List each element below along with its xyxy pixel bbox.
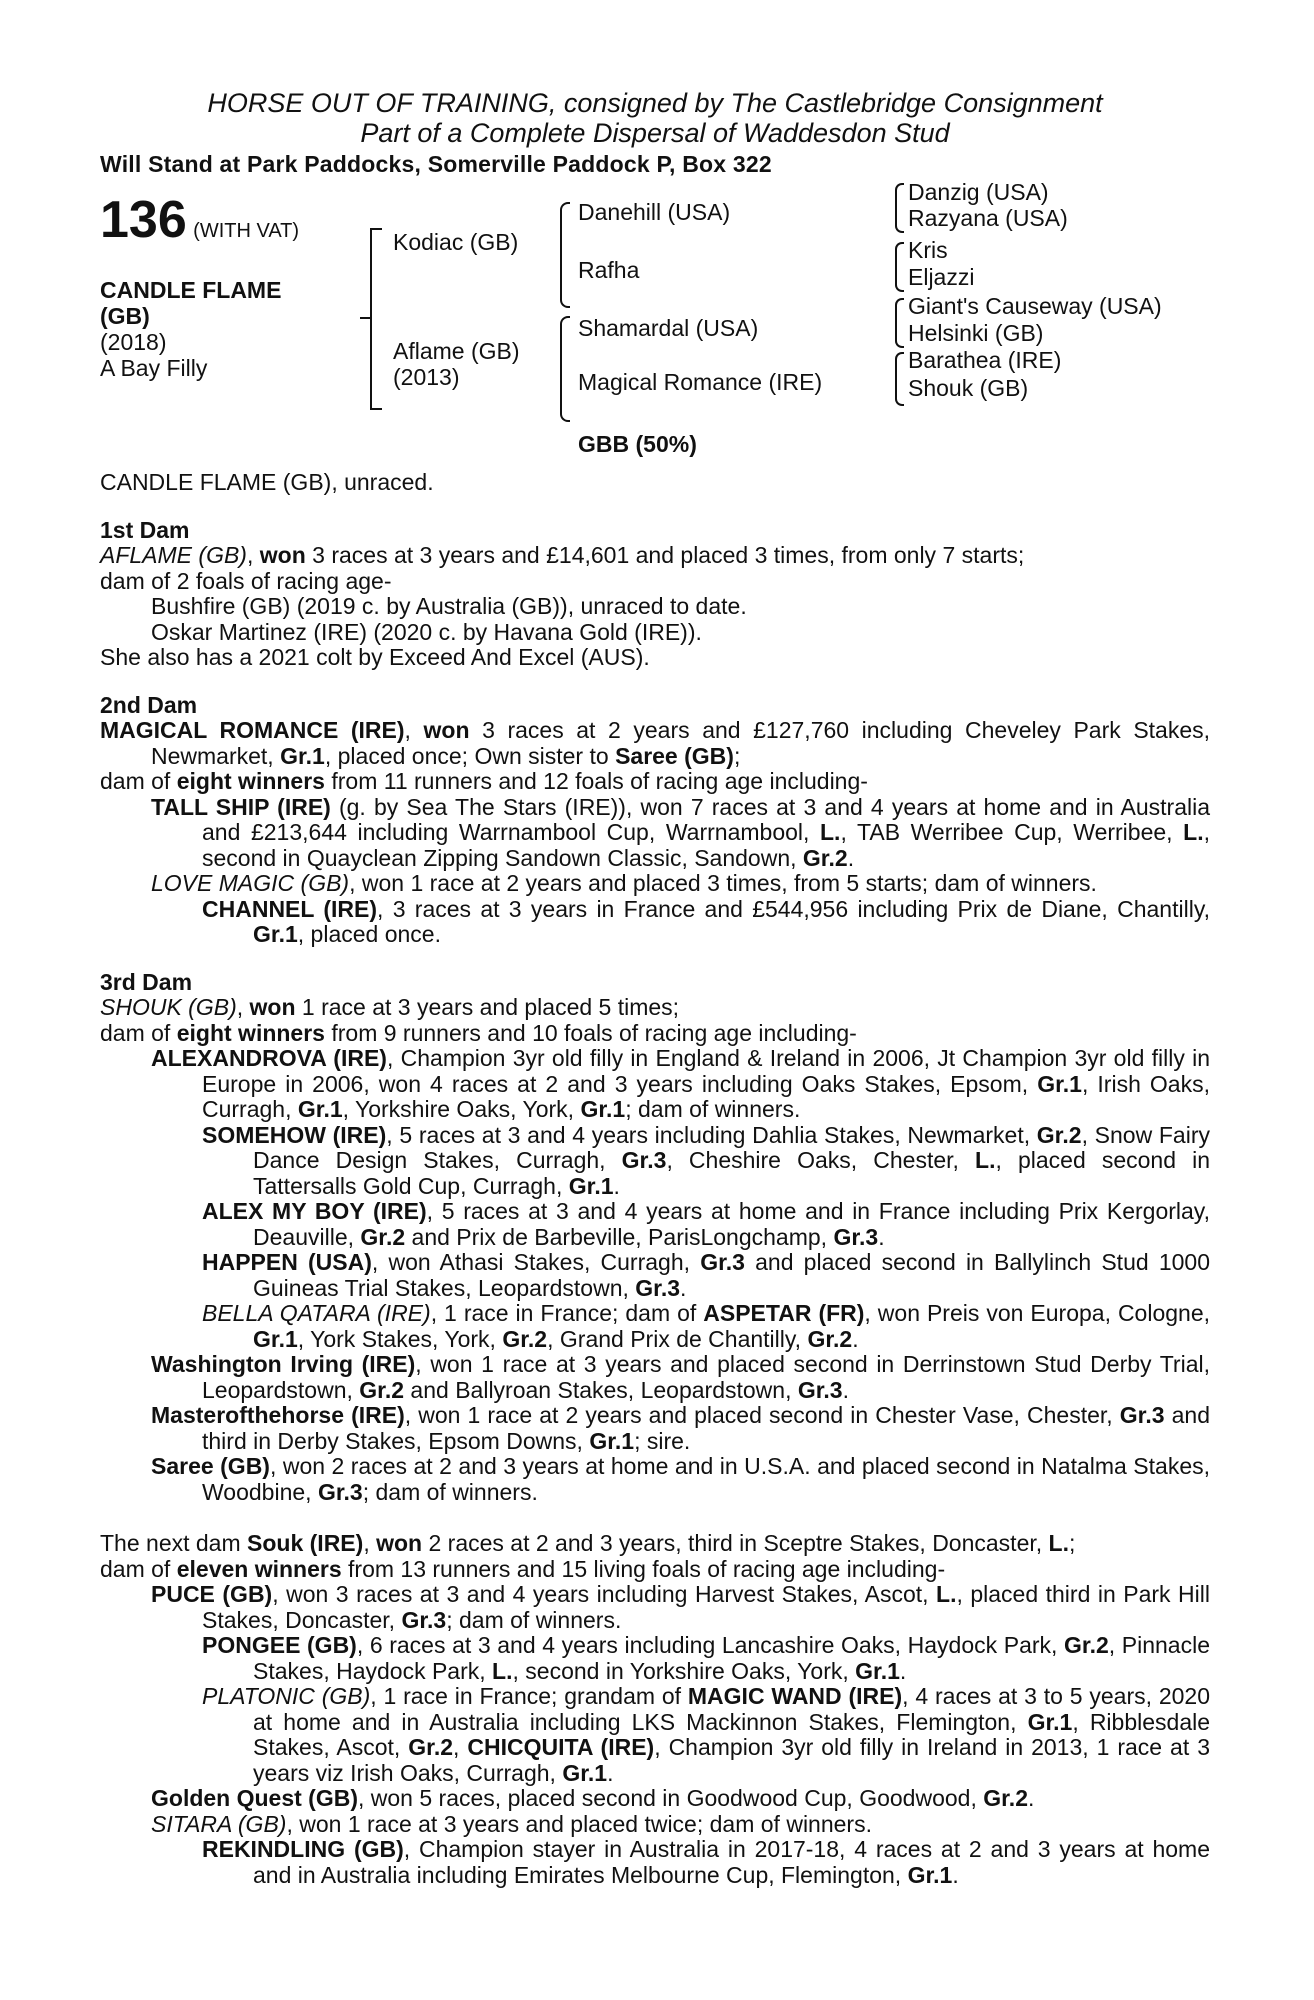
produce-entry <box>100 897 1210 948</box>
runner-name: PUCE (GB) <box>151 1581 273 1607</box>
t: , second in Yorkshire Oaks, York, <box>512 1657 856 1684</box>
grade: L. <box>492 1657 513 1684</box>
dam-sire: Shamardal (USA) <box>578 315 759 341</box>
runner-name: Golden Quest (GB) <box>151 1785 358 1811</box>
t: , York Stakes, York, <box>297 1325 503 1352</box>
race-record-summary: CANDLE FLAME (GB), unraced. <box>100 469 434 495</box>
runner-name: SITARA (GB) <box>151 1810 287 1837</box>
grade: Gr.2 <box>359 1376 405 1403</box>
runner-name: SOMEHOW (IRE) <box>202 1121 387 1148</box>
dsd: Helsinki (GB) <box>908 320 1044 346</box>
grade: Gr.3 <box>700 1249 745 1275</box>
next-dam-produce <box>100 1557 1210 1583</box>
grade: Gr.1 <box>1027 1708 1073 1735</box>
bracket-point <box>360 317 370 319</box>
produce-entry <box>100 1199 1210 1250</box>
grade: Gr.1 <box>297 1096 343 1122</box>
sire-sire: Danehill (USA) <box>578 199 731 225</box>
t: and third in Derby Stakes, Epsom Downs, <box>202 1402 1210 1454</box>
second-dam-produce <box>100 769 1210 795</box>
t: and Ballyroan Stakes, Leopardstown, <box>404 1376 798 1403</box>
grade: Gr.1 <box>562 1759 608 1786</box>
t: . <box>952 1861 959 1888</box>
grade: L. <box>936 1581 957 1607</box>
ss-bracket-top <box>560 202 570 256</box>
produce-entry <box>100 871 1210 897</box>
t: , Grand Prix de Chantilly, <box>547 1325 808 1352</box>
t: , won 2 races at 2 and 3 years at home and in U.S.A. and placed second in Natalma Stakes, Woodbine, <box>202 1453 1211 1505</box>
grade: Gr.3 <box>797 1376 843 1403</box>
winners-count: eight winners <box>176 768 325 794</box>
runner-name: PLATONIC (GB) <box>202 1683 371 1709</box>
runner-name: LOVE MAGIC (GB) <box>151 870 350 896</box>
runner-name: Saree (GB) <box>615 742 734 769</box>
t: 1 race at 3 years and placed 5 times; <box>295 994 680 1020</box>
runner-name: SHOUK (GB) <box>100 994 237 1020</box>
gbb-rating: GBB (50%) <box>578 431 697 457</box>
consignor-line: HORSE OUT OF TRAINING, consigned by The Castlebridge Consignment <box>207 88 1103 118</box>
produce-entry <box>100 1786 1210 1812</box>
t: , won 1 race at 3 years and placed twice; dam of winners. <box>286 1810 872 1837</box>
second-dam-title: 2nd Dam <box>100 691 198 718</box>
grade: L. <box>975 1147 996 1173</box>
t: ; dam of winners. <box>362 1478 538 1505</box>
t: (g. by Sea The Stars (IRE)), won 7 races at 3 and 4 years at home and in Australia and £213,644 including Warrnambool Cup, Warrnambool, <box>202 793 1210 845</box>
t: . <box>847 844 855 871</box>
produce-entry <box>100 1046 1210 1123</box>
t: , won 5 races, placed second in Goodwood Cup, Goodwood, <box>358 1785 984 1811</box>
produce-entry <box>100 1837 1210 1888</box>
t: 3 races at 2 years and £127,760 including Cheveley Park Stakes, Newmarket, <box>151 717 1211 769</box>
t: dam of <box>100 768 177 794</box>
t: . <box>1028 1785 1035 1811</box>
dam: Aflame (GB) <box>393 338 520 364</box>
winners-count: eight winners <box>176 1019 325 1046</box>
dispersal-line: Part of a Complete Dispersal of Waddesdon Stud <box>360 118 950 148</box>
g3-bracket-2 <box>895 242 904 268</box>
t: , placed third in Park Hill Stakes, Doncaster, <box>202 1581 1210 1633</box>
t: and placed second in Ballylinch Stud 1000 Guineas Trial Stakes, Leopardstown, <box>253 1249 1210 1301</box>
sep: , <box>246 542 260 568</box>
t: , Champion 3yr old filly in England & Ireland in 2006, Jt Champion 3yr old filly in Europe in 2006, won 4 races at 2 and 3 years including Oaks Stakes, Epsom, <box>202 1045 1210 1097</box>
ss-bracket-bottom <box>560 254 570 308</box>
sds: Kris <box>908 237 948 263</box>
t: , second in Quayclean Zipping Sandown Classic, Sandown, <box>202 819 1210 871</box>
t: . <box>680 1274 687 1301</box>
runner-name: CHANNEL (IRE) <box>202 895 377 922</box>
runner-name: ALEX MY BOY (IRE) <box>202 1198 427 1224</box>
produce-entry <box>100 1250 1210 1301</box>
grade: L. <box>1048 1530 1069 1556</box>
t: , Irish Oaks, Curragh, <box>202 1070 1210 1122</box>
sire-bracket-top <box>370 228 382 320</box>
horse-name: CANDLE FLAME <box>100 277 282 303</box>
ds-bracket-bottom <box>560 368 570 422</box>
produce-entry <box>100 1812 1210 1838</box>
grade: Gr.3 <box>621 1147 667 1173</box>
t: , won 1 race at 2 years and placed 3 times, from 5 starts; dam of winners. <box>349 870 1097 896</box>
grade: Gr.1 <box>580 1096 626 1122</box>
t: , won 1 race at 3 years and placed second in Derrinstown Stud Derby Trial, Leopardstown, <box>202 1351 1210 1403</box>
t: , Ribblesdale Stakes, Ascot, <box>253 1708 1211 1760</box>
produce-entry <box>100 1684 1210 1786</box>
produce-entry <box>100 795 1210 872</box>
t: , won 3 races at 3 and 4 years including Harvest Stakes, Ascot, <box>272 1581 937 1607</box>
t: , 4 races at 3 to 5 years, 2020 at home and in Australia including LKS Mackinnon Stakes, Flemington, <box>253 1683 1210 1735</box>
g3-bracket-3b <box>895 322 904 348</box>
sss: Danzig (USA) <box>908 179 1049 205</box>
produce-entry <box>100 1123 1210 1200</box>
t: , Snow Fairy Dance Design Stakes, Curragh, <box>253 1121 1210 1173</box>
t: dam of <box>100 1019 177 1046</box>
t: , 1 race in France; dam of <box>430 1300 704 1326</box>
t: . <box>878 1223 885 1250</box>
t: , Champion stayer in Australia in 2017-18, 4 races at 2 and 3 years at home and in Australia including Emirates Melbourne Cup, Flemington, <box>253 1836 1210 1888</box>
dds: Barathea (IRE) <box>908 347 1062 373</box>
ds-bracket-top <box>560 316 570 370</box>
t: ; <box>733 742 741 769</box>
runner-name: CHICQUITA (IRE) <box>467 1734 655 1760</box>
grade: Gr.2 <box>802 844 848 871</box>
runner-name: ASPETAR (FR) <box>703 1300 865 1326</box>
t: . <box>613 1172 620 1199</box>
grade: Gr.1 <box>568 1172 614 1199</box>
t: ; dam of winners. <box>625 1096 801 1122</box>
runner-name: Masterofthehorse (IRE) <box>151 1402 405 1428</box>
runner-name: Washington Irving (IRE) <box>151 1351 416 1377</box>
g3-bracket-1 <box>895 183 904 209</box>
t: from 9 runners and 10 foals of racing age including- <box>324 1019 857 1046</box>
dam-dam: Magical Romance (IRE) <box>578 369 823 395</box>
foaling-year: (2018) <box>100 329 167 355</box>
t: ; <box>1068 1530 1076 1556</box>
vat-note: (WITH VAT) <box>193 220 300 242</box>
t: , 3 races at 3 years in France and £544,956 including Prix de Diane, Chantilly, <box>377 895 1211 922</box>
catalogue-page <box>100 88 1210 1888</box>
t: . <box>607 1759 614 1786</box>
first-dam-note: She also has a 2021 colt by Exceed And Excel (AUS). <box>100 644 650 670</box>
t: , Cheshire Oaks, Chester, <box>666 1147 976 1173</box>
t: ; dam of winners. <box>446 1606 622 1633</box>
next-dam-section <box>100 1531 1210 1888</box>
t: , won Preis von Europa, Cologne, <box>864 1300 1211 1326</box>
g3-bracket-2b <box>895 266 904 292</box>
foal-entry: Oskar Martinez (IRE) (2020 c. by Havana Gold (IRE)). <box>151 618 702 645</box>
dam-name: AFLAME (GB) <box>100 542 247 568</box>
grade: Gr.2 <box>807 1325 853 1352</box>
t: , Pinnacle Stakes, Haydock Park, <box>253 1632 1210 1684</box>
ddd: Shouk (GB) <box>908 375 1029 401</box>
runner-name: BELLA QATARA (IRE) <box>202 1300 431 1326</box>
dam-bracket-bottom <box>370 318 382 410</box>
t: , <box>404 717 424 743</box>
runner-name: MAGICAL ROMANCE (IRE) <box>100 717 405 743</box>
t: , won Athasi Stakes, Curragh, <box>371 1249 701 1275</box>
t: , <box>453 1734 468 1760</box>
g3-bracket-1b <box>895 207 904 233</box>
t: from 13 runners and 15 living foals of racing age including- <box>341 1555 946 1582</box>
grade: Gr.3 <box>833 1223 879 1250</box>
t: from 11 runners and 12 foals of racing age including- <box>324 768 868 794</box>
won-label: won <box>249 994 296 1020</box>
third-dam-produce <box>100 1021 1210 1047</box>
winners-count: eleven winners <box>176 1555 342 1582</box>
pedigree-block <box>100 180 1210 470</box>
grade: Gr.1 <box>253 1325 298 1352</box>
t: , <box>363 1530 377 1556</box>
horse-name-suffix: (GB) <box>100 303 150 329</box>
t: , TAB Werribee Cup, Werribee, <box>840 819 1184 845</box>
runner-name: Saree (GB) <box>151 1453 270 1479</box>
t: , won 1 race at 2 years and placed second in Chester Vase, Chester, <box>404 1402 1120 1428</box>
g3-bracket-4 <box>895 352 904 380</box>
grade: Gr.1 <box>253 921 298 947</box>
first-dam-record <box>100 543 1210 569</box>
t: . <box>899 1657 907 1684</box>
grade: Gr.3 <box>401 1606 447 1633</box>
grade: Gr.2 <box>360 1223 406 1250</box>
stand-location: Will Stand at Park Paddocks, Somerville Paddock P, Box 322 <box>100 151 772 177</box>
produce-entry <box>100 1352 1210 1403</box>
grade: L. <box>1183 819 1204 845</box>
t: , Champion 3yr old filly in Ireland in 2013, 1 race at 3 years viz Irish Oaks, Curragh, <box>253 1734 1210 1786</box>
grade: Gr.2 <box>1036 1121 1082 1148</box>
first-dam-title: 1st Dam <box>100 516 190 543</box>
t: and Prix de Barbeville, ParisLongchamp, <box>405 1223 834 1250</box>
t: , Yorkshire Oaks, York, <box>342 1096 581 1122</box>
produce-entry <box>100 1301 1210 1352</box>
t: , placed once; Own sister to <box>324 742 616 769</box>
sire: Kodiac (GB) <box>393 229 519 255</box>
grade: Gr.2 <box>1064 1632 1109 1658</box>
t: . <box>842 1376 849 1403</box>
sire-dam: Rafha <box>578 257 640 283</box>
first-dam-section <box>100 518 1210 671</box>
grade: Gr.1 <box>589 1427 635 1454</box>
grade: Gr.3 <box>317 1478 363 1505</box>
t: , placed second in Tattersalls Gold Cup, Curragh, <box>253 1147 1211 1199</box>
third-dam-section <box>100 970 1210 1506</box>
foal-entry: Bushfire (GB) (2019 c. by Australia (GB)), unraced to date. <box>151 593 747 619</box>
lot-number: 136 <box>100 191 187 249</box>
t: ; sire. <box>634 1427 691 1454</box>
won-label: won <box>259 542 306 568</box>
runner-name: MAGIC WAND (IRE) <box>687 1683 903 1709</box>
produce-entry <box>100 1633 1210 1684</box>
won-label: won <box>423 717 470 743</box>
produce-entry <box>100 1454 1210 1505</box>
produce-entry <box>100 1403 1210 1454</box>
g3-bracket-4b <box>895 378 904 406</box>
grade: Gr.1 <box>907 1861 953 1888</box>
t: , placed once. <box>297 921 441 947</box>
t: , 1 race in France; grandam of <box>370 1683 688 1709</box>
sdd: Eljazzi <box>908 264 975 290</box>
t: , 5 races at 3 and 4 years including Dahlia Stakes, Newmarket, <box>386 1121 1037 1148</box>
won-label: won <box>376 1530 423 1556</box>
grade: Gr.1 <box>855 1657 900 1684</box>
t: , 5 races at 3 and 4 years at home and in France including Prix Kergorlay, Deauville, <box>253 1198 1210 1250</box>
t: . <box>852 1325 859 1352</box>
t: 2 races at 2 and 3 years, third in Sceptre Stakes, Doncaster, <box>422 1530 1049 1556</box>
dam-year: (2013) <box>393 364 460 390</box>
record-text: 3 races at 3 years and £14,601 and placed 3 times, from only 7 starts; <box>305 542 1025 568</box>
grade: Gr.3 <box>635 1274 681 1301</box>
lot-number-row <box>100 192 299 248</box>
runner-name: TALL SHIP (IRE) <box>151 793 331 820</box>
horse-description: A Bay Filly <box>100 355 208 381</box>
third-dam-title: 3rd Dam <box>100 968 193 995</box>
runner-name: REKINDLING (GB) <box>202 1836 404 1862</box>
grade: Gr.1 <box>1037 1070 1082 1097</box>
first-dam-foals: dam of 2 foals of racing age- <box>100 567 392 594</box>
grade: Gr.2 <box>983 1785 1028 1811</box>
runner-name: Souk (IRE) <box>247 1530 364 1556</box>
next-dam-record <box>100 1531 1210 1557</box>
t: dam of <box>100 1555 177 1582</box>
grade: Gr.1 <box>280 742 325 769</box>
t: , <box>236 994 250 1020</box>
runner-name: PONGEE (GB) <box>202 1632 357 1658</box>
grade: Gr.2 <box>502 1325 548 1352</box>
third-dam-record <box>100 995 1210 1021</box>
g3-bracket-3 <box>895 298 904 324</box>
t: , 6 races at 3 and 4 years including Lancashire Oaks, Haydock Park, <box>356 1632 1065 1658</box>
runner-name: HAPPEN (USA) <box>202 1249 372 1275</box>
second-dam-record <box>100 718 1210 769</box>
grade: L. <box>820 819 841 845</box>
produce-entry <box>100 1582 1210 1633</box>
dss: Giant's Causeway (USA) <box>908 293 1162 319</box>
grade: Gr.2 <box>408 1734 454 1760</box>
runner-name: ALEXANDROVA (IRE) <box>151 1045 387 1071</box>
ssd: Razyana (USA) <box>908 205 1068 231</box>
grade: Gr.3 <box>1119 1402 1165 1428</box>
t: The next dam <box>100 1530 248 1556</box>
second-dam-section <box>100 693 1210 948</box>
